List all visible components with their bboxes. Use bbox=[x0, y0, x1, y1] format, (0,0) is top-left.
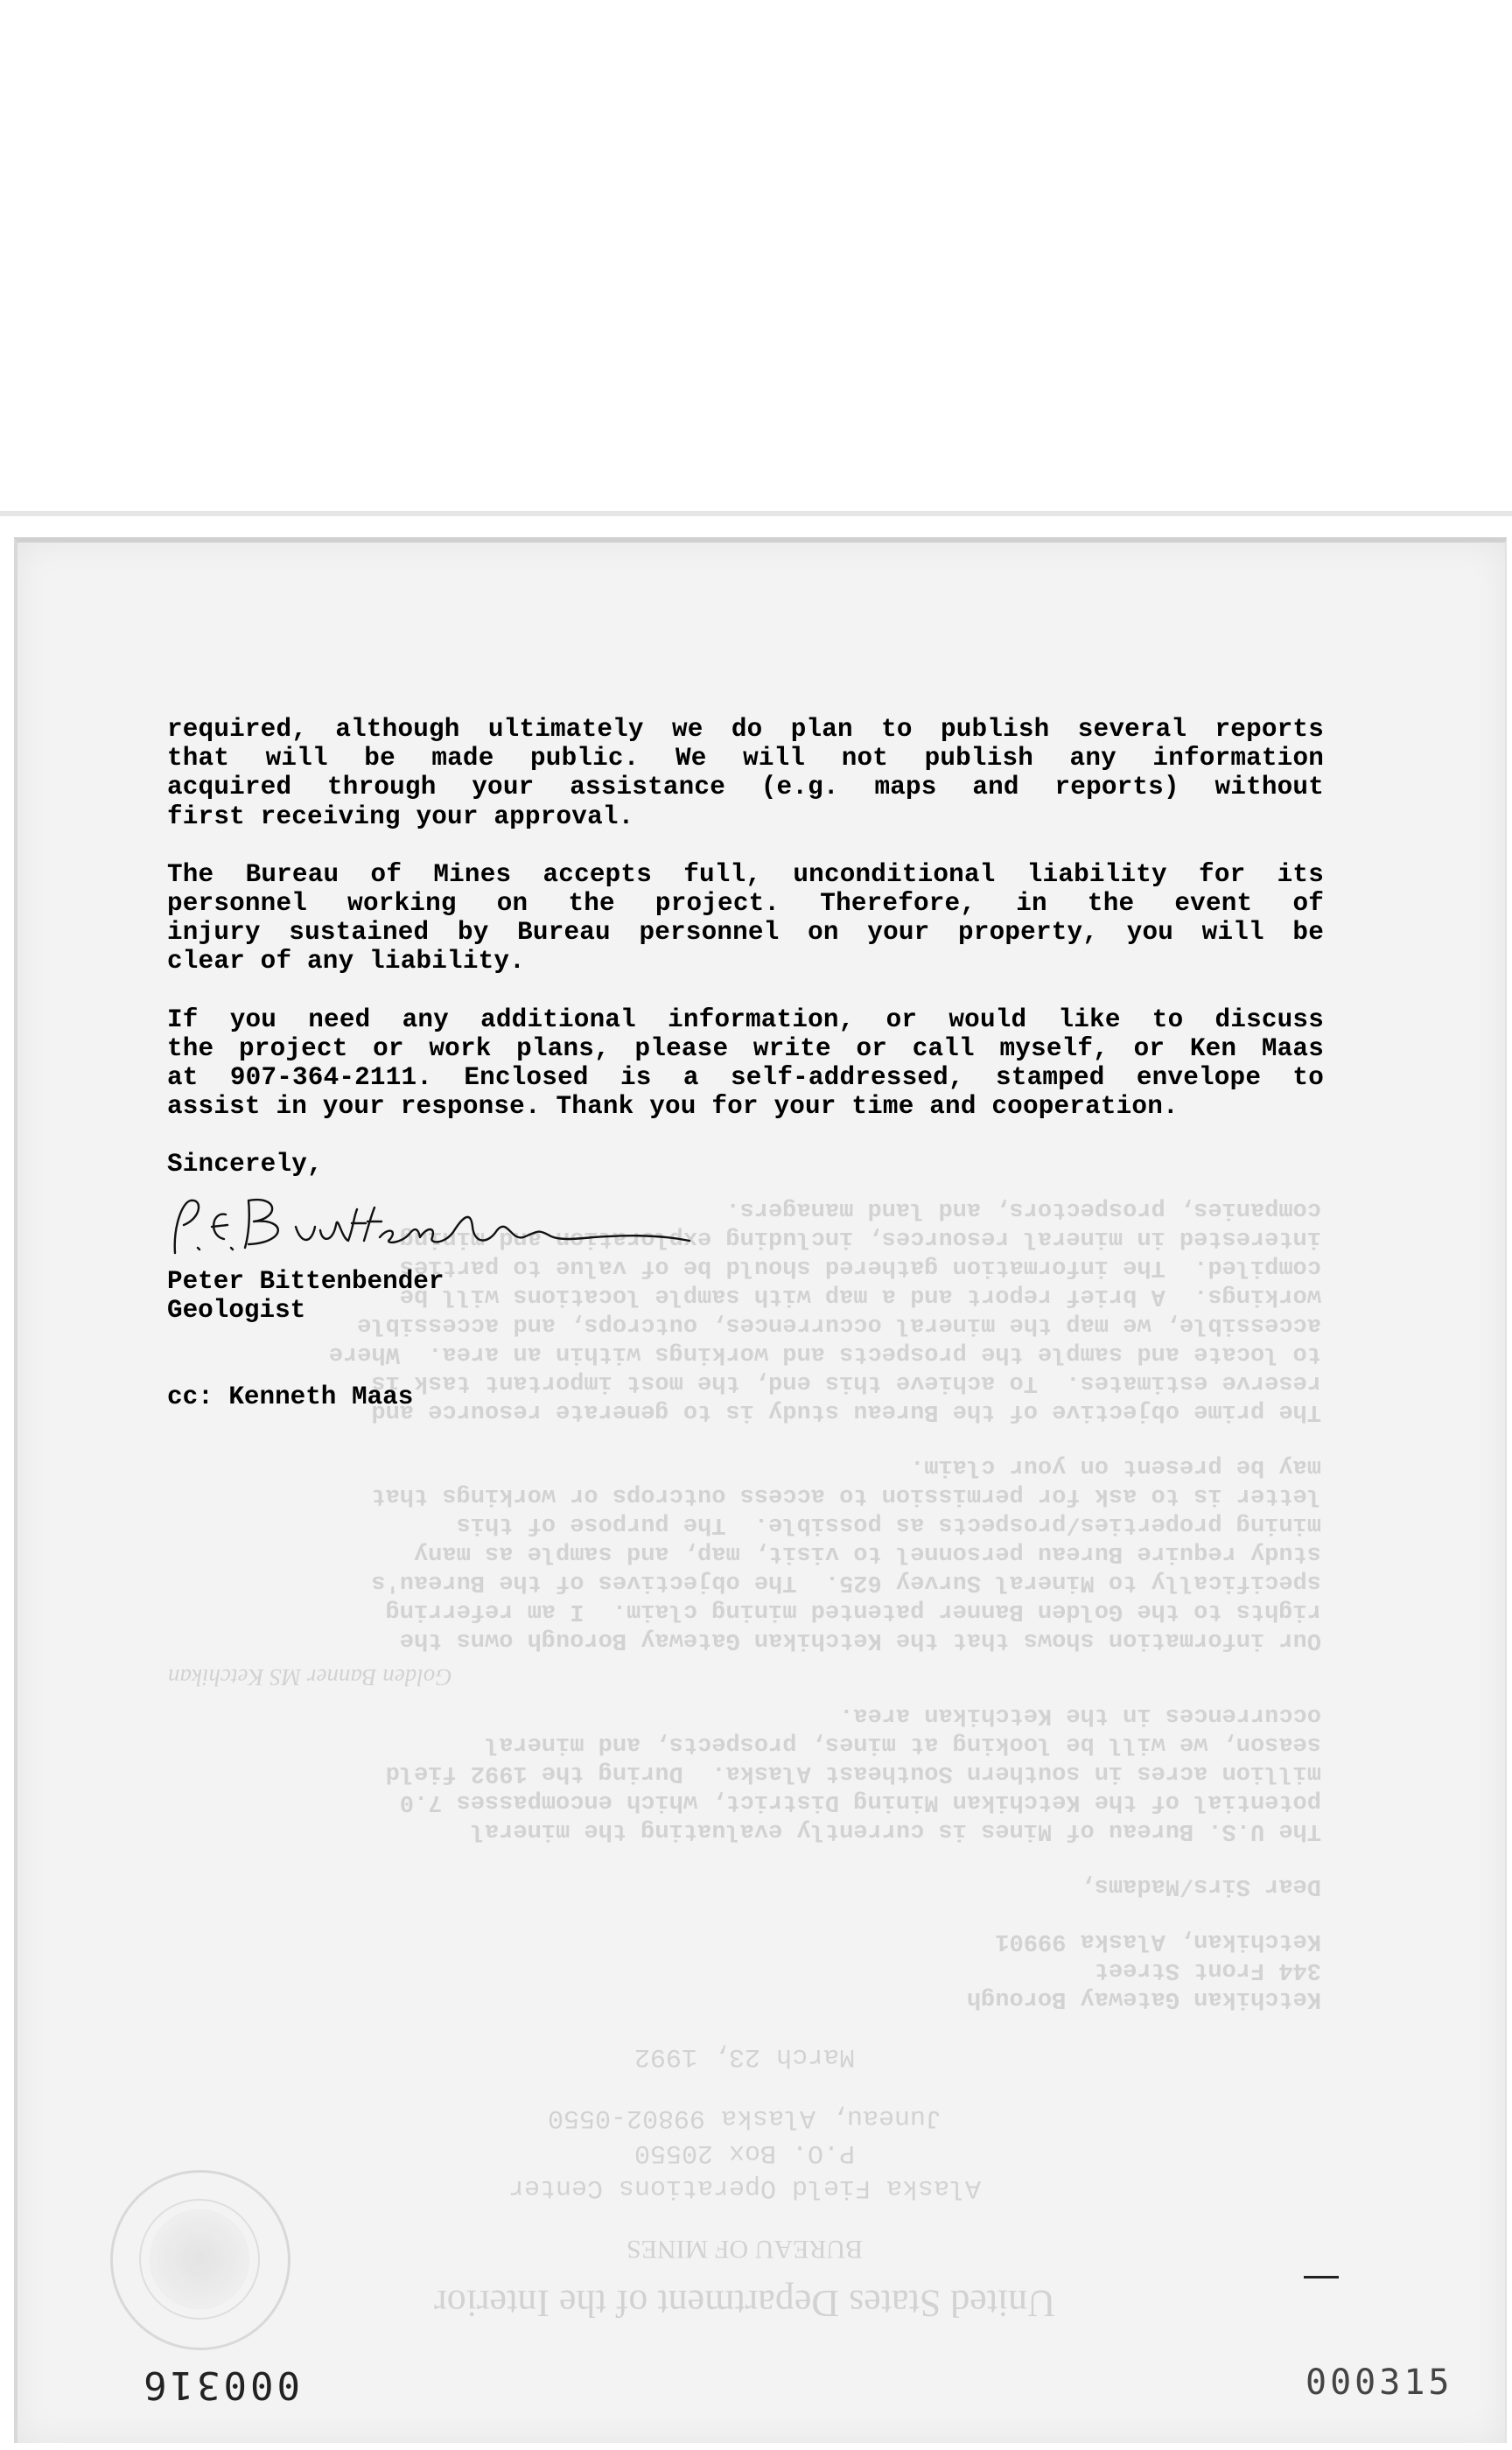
letter-line: the project or work plans, please write or call myself, or Ken Maas bbox=[167, 1033, 1324, 1063]
show-through-seal bbox=[110, 2170, 290, 2350]
show-through-paragraph: The prime objective of the Bureau study is to generate resource and reserve estimates. To achieve this end, the most important task is to locate and sample the prospects and workings within an area. Where accessible, we map the mineral occurrences, outcrops, and accessible workings. A brief report and a map with sample locations will be compiled. The information gathered should be of value to parties interested in mineral resources, including exploration and mining companies, prospectors, and land managers. bbox=[328, 1196, 1321, 1424]
signer-name: Peter Bittenbender bbox=[167, 1267, 444, 1296]
show-through-bureau: BUREAU OF MINES bbox=[626, 2235, 864, 2264]
letter-paragraph bbox=[167, 715, 1324, 831]
show-through-recipient: Ketchikan Gateway Borough 344 Front Street Ketchikan, Alaska 99901 bbox=[966, 1928, 1321, 2012]
signature bbox=[164, 1192, 733, 1270]
letter-line: injury sustained by Bureau personnel on your property, you will be bbox=[167, 918, 1324, 948]
letter-paragraph bbox=[167, 1005, 1324, 1122]
show-through-paragraph: The U.S. Bureau of Mines is currently evaluating the mineral potential of the Ketchikan Mining District, which encompasses 7.0 million acres in southern Southeast Alaska. During the 1992 field season, we will be looking at mines, prospects, and mineral occurrences in the Ketchikan area. bbox=[385, 1702, 1321, 1844]
show-through-mark bbox=[1304, 2276, 1339, 2278]
letter-line: required, although ultimately we do plan to publish several reports bbox=[167, 715, 1324, 744]
letter-line: The Bureau of Mines accepts full, unconditional liability for its bbox=[167, 859, 1324, 889]
bates-stamp-left: 000316 bbox=[140, 2362, 300, 2407]
bates-stamp-right: 000315 bbox=[1306, 2362, 1453, 2403]
signature-block bbox=[167, 1267, 444, 1325]
closing: Sincerely, bbox=[167, 1150, 323, 1180]
letter-line: at 907-364-2111. Enclosed is a self-addressed, stamped envelope to bbox=[167, 1063, 1324, 1093]
show-through-date: March 23, 1992 bbox=[634, 2041, 856, 2071]
show-through-salutation: Dear Sirs/Madams, bbox=[1080, 1872, 1321, 1899]
letter-body bbox=[167, 715, 1324, 1180]
show-through-paragraph: Our information shows that the Ketchikan Gateway Borough owns the rights to the Golden Banner patented mining claim. I am referring specifically to Mineral Survey 625. The objectives of the Bureau's study require Bureau personnel to visit, map, and sample as many mining properties/prospects as possible. The purpose of this letter is to ask for permission to access outcrops or workings that may be present on your claim. bbox=[371, 1453, 1321, 1653]
letter-line: first receiving your approval. bbox=[167, 802, 634, 831]
show-through-handwritten-note: Golden Banner MS Ketchikan bbox=[168, 1664, 452, 1690]
scan-top-edge bbox=[0, 511, 1512, 516]
letter-line: that will be made public. We will not publish any information bbox=[167, 744, 1324, 774]
letter-line: If you need any additional information, or would like to discuss bbox=[167, 1004, 1324, 1034]
show-through-address: Alaska Field Operations Center P.O. Box 20550 Juneau, Alaska 99802-0550 bbox=[508, 2103, 982, 2202]
letter-line: assist in your response. Thank you for your time and cooperation. bbox=[167, 1092, 1179, 1122]
letter-line: personnel working on the project. Therefore, in the event of bbox=[167, 889, 1324, 919]
signer-title: Geologist bbox=[167, 1296, 306, 1326]
letter-line: clear of any liability. bbox=[167, 947, 525, 976]
letter-paragraph bbox=[167, 860, 1324, 976]
letter-line: acquired through your assistance (e.g. maps and reports) without bbox=[167, 773, 1324, 802]
carbon-copy-line: cc: Kenneth Maas bbox=[167, 1382, 414, 1411]
show-through-header: United States Department of the Interior bbox=[434, 2282, 1055, 2325]
